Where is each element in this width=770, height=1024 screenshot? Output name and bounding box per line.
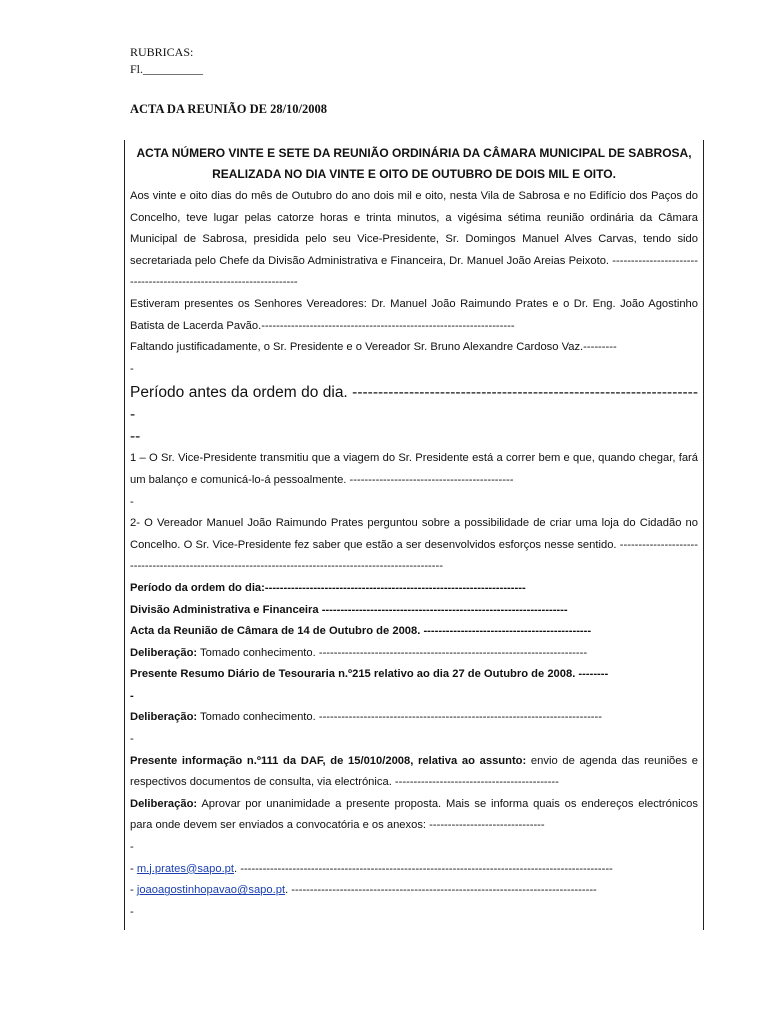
- deliberacao-1-text: Tomado conhecimento. ------------------------------------------------------------------------: [197, 646, 588, 659]
- deliberacao-label: Deliberação:: [130, 646, 198, 659]
- email-link-2[interactable]: joaoagostinhopavao@sapo.pt: [136, 884, 286, 897]
- dash-continuation: -: [135, 428, 141, 446]
- deliberacao-2-text: Tomado conhecimento. ----------------------------------------------------------------------------: [197, 711, 602, 724]
- present-paragraph: [130, 294, 698, 337]
- resumo-text: Presente Resumo Diário de Tesouraria n.º215 relativo ao dia 27 de Outubro de 2008. --------: [130, 668, 609, 681]
- intro-paragraph: [130, 186, 698, 294]
- periodo-ordem-heading: Período da ordem do dia:----------------------------------------------------------------------: [130, 581, 526, 594]
- informacao-text: envio de agenda das reuniões e respectivos documentos de consulta, via electrónica. --------------------------------------------: [130, 754, 698, 789]
- email-1-tail: . ----------------------------------------------------------------------------------------------------: [234, 862, 613, 875]
- rubricas-label: RUBRICAS:: [130, 45, 194, 59]
- deliberacao-3: [130, 794, 698, 859]
- dash-continuation: -: [130, 733, 134, 746]
- deliberacao-label: Deliberação:: [130, 797, 198, 810]
- intro-text: Aos vinte e oito dias do mês de Outubro do ano dois mil e oito, nesta Vila de Sabrosa e no Edifício dos Paços do Concelho, teve lugar pelas catorze horas e trinta minutos, a vigésima sétima reunião ordinária da Câmara Municipal de Sabrosa, presidida pelo seu Vice-Presidente, Sr. Domingos Manuel Alves Carvas, tendo sido secretariada pelo Chefe da Divisão Administrativa e Financeira, Dr. Manuel João Areias Peixoto. --------------------------------------------------------------------: [130, 190, 698, 289]
- item-2-text: 2- O Vereador Manuel João Raimundo Prates perguntou sobre a possibilidade de criar uma loja do Cidadão no Concelho. O Sr. Vice-Presidente fez saber que estão a ser desenvolvidos esforços nesse sentido. ---------------------------------------------------------------------------------------------------------: [130, 517, 698, 573]
- trailing-dash: -: [130, 905, 134, 918]
- deliberacao-3-text: Aprovar por unanimidade a presente proposta. Mais se informa quais os endereços electrónicos para onde devem ser enviados a convocatória e os anexos: -------------------------------: [130, 797, 698, 832]
- email-link-1[interactable]: m.j.prates@sapo.pt: [136, 862, 235, 875]
- resumo-tesouraria-heading: [130, 664, 698, 707]
- informacao-heading: Presente informação n.º111 da DAF, de 15/010/2008, relativa ao assunto:: [130, 754, 527, 767]
- dash-continuation: -: [130, 495, 134, 508]
- item-1-text: 1 – O Sr. Vice-Presidente transmitiu que a viagem do Sr. Presidente está a correr bem e que, quando chegar, fará um balanço e comunicá-lo-á pessoalmente. --------------------------------------------: [130, 452, 698, 486]
- dash-continuation: -: [130, 428, 136, 446]
- email-line-1: [130, 859, 698, 881]
- deliberacao-label: Deliberação:: [130, 711, 198, 724]
- informacao-paragraph: [130, 751, 698, 794]
- deliberacao-1: [130, 643, 698, 665]
- periodo-antes-text: Período antes da ordem do dia. --------------------------------------------------------------------: [130, 384, 698, 424]
- email-line-2: [130, 880, 698, 902]
- item-1-paragraph: [130, 448, 698, 513]
- absent-text: Faltando justificadamente, o Sr. Presidente e o Vereador Sr. Bruno Alexandre Cardoso Vaz.---------: [130, 341, 617, 354]
- rubricas-block: [130, 44, 203, 78]
- deliberacao-2: [130, 707, 698, 750]
- document-body: [130, 142, 698, 923]
- present-text: Estiveram presentes os Senhores Vereadores: Dr. Manuel João Raimundo Prates e o Dr. Eng. João Agostinho Batista de Lacerda Pavão.--------------------------------------------------------------------: [130, 297, 698, 332]
- absent-paragraph: [130, 337, 698, 380]
- fl-label: Fl.__________: [130, 62, 204, 76]
- acta-date-heading: ACTA DA REUNIÃO DE 28/10/2008: [130, 102, 328, 116]
- item-2-paragraph: [130, 513, 698, 578]
- periodo-antes-heading: [130, 382, 698, 448]
- dash-continuation: -: [130, 362, 134, 375]
- dash-continuation: -: [130, 689, 134, 702]
- acta-reuniao-heading: Acta da Reunião de Câmara de 14 de Outubro de 2008. ---------------------------------------------: [130, 625, 592, 638]
- document-title: ACTA NÚMERO VINTE E SETE DA REUNIÃO ORDINÁRIA DA CÂMARA MUNICIPAL DE SABROSA, REALIZADA NO DIA VINTE E OITO DE OUTUBRO DE DOIS MIL E OITO.: [136, 146, 692, 181]
- divisao-heading: Divisão Administrativa e Financeira ------------------------------------------------------------------: [130, 603, 568, 616]
- dash-continuation: -: [130, 841, 134, 854]
- bullet-dash: -: [130, 884, 134, 897]
- bullet-dash: -: [130, 862, 134, 875]
- email-2-tail: . ----------------------------------------------------------------------------------: [285, 884, 597, 897]
